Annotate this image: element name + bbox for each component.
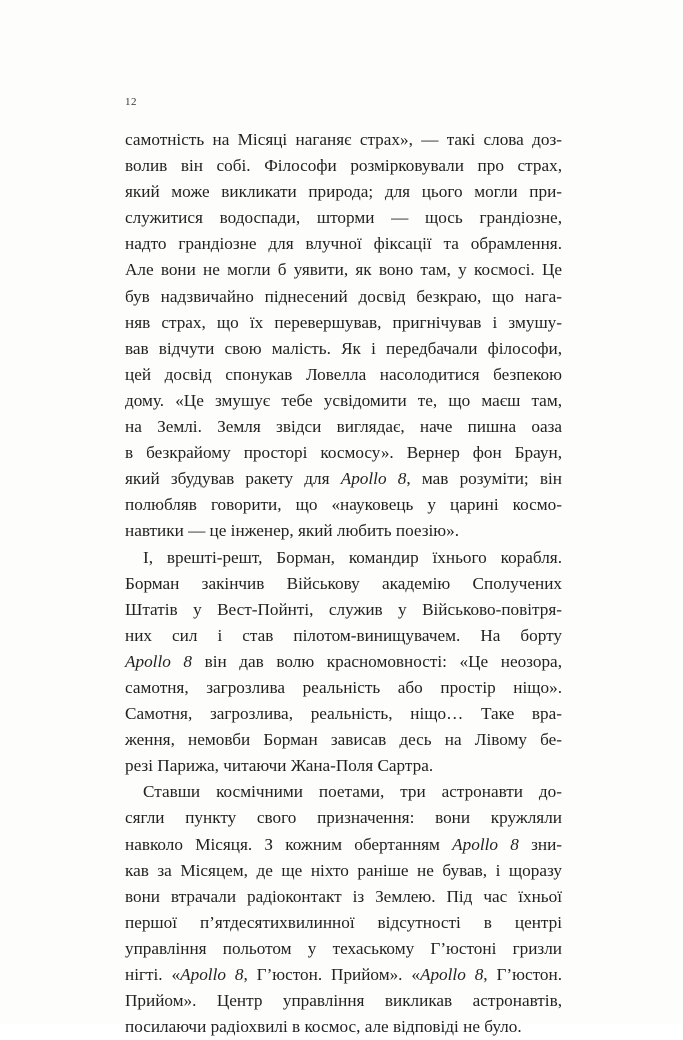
text-line bbox=[125, 336, 562, 362]
text-line bbox=[125, 988, 562, 1014]
text-run: який збудував ракету для bbox=[125, 469, 341, 489]
text-line bbox=[125, 231, 562, 257]
text-line bbox=[125, 936, 562, 962]
text-run: вони втрачали радіоконтакт із Землею. Під час їхньої bbox=[125, 886, 562, 906]
text-run: Штатів у Вест-Пойнті, служив у Військово-повітря- bbox=[125, 599, 562, 619]
text-line bbox=[125, 466, 562, 492]
text-line bbox=[125, 492, 562, 518]
italic-title: Apollo 8 bbox=[340, 469, 407, 489]
text-run: Борман закінчив Військову академію Сполучених bbox=[125, 573, 562, 593]
text-run: вав відчути свою малість. Як і передбачали філософи, bbox=[125, 338, 562, 358]
text-run: першої п’ятдесятихвилинної відсутності в центрі bbox=[125, 912, 562, 932]
text-run: зни- bbox=[518, 834, 562, 854]
italic-title: Apollo 8 bbox=[452, 834, 519, 854]
text-line bbox=[125, 753, 562, 779]
text-run: сягли пункту свого призначення: вони кружляли bbox=[125, 808, 562, 828]
text-run: волив він собі. Філософи розмірковували про страх, bbox=[125, 156, 562, 176]
text-run: дому. «Це змушує тебе усвідомити те, що маєш там, bbox=[125, 390, 562, 410]
text-run: управління польотом у техаському Г’юстоні гризли bbox=[125, 938, 562, 958]
text-run: нігті. « bbox=[125, 965, 181, 984]
text-line bbox=[125, 1014, 562, 1040]
text-line bbox=[125, 388, 562, 414]
text-line bbox=[125, 127, 562, 153]
text-run: на Землі. Земля звідси виглядає, наче пишна оаза bbox=[125, 417, 562, 437]
text-run: надто грандіозне для влучної фіксації та обрамлення. bbox=[125, 234, 562, 254]
text-run: ження, немовби Борман зависав десь на Лівому бе- bbox=[125, 730, 562, 750]
page-number: 12 bbox=[125, 96, 137, 108]
text-run: в безкрайому просторі космосу». Вернер фон Браун, bbox=[125, 443, 562, 463]
text-run: служитися водоспади, шторми — щось грандіозне, bbox=[125, 208, 562, 228]
text-line bbox=[125, 779, 562, 805]
text-line bbox=[125, 205, 562, 231]
text-run: він дав волю красномовності: «Це неозора, bbox=[192, 651, 562, 671]
italic-title: Apollo 8 bbox=[419, 965, 484, 984]
text-line bbox=[125, 179, 562, 205]
text-line bbox=[125, 545, 562, 571]
text-run: який може викликати природа; для цього могли при- bbox=[125, 182, 562, 202]
text-line bbox=[125, 832, 562, 858]
text-line bbox=[125, 649, 562, 675]
text-line bbox=[125, 597, 562, 623]
text-line bbox=[125, 284, 562, 310]
text-line bbox=[125, 675, 562, 701]
text-run: цей досвід спонукав Ловелла насолодитися безпекою bbox=[125, 364, 562, 384]
text-run: Ставши космічними поетами, три астронавти до- bbox=[143, 782, 562, 802]
text-run: посилаючи радіохвилі в космос, але відповіді не було. bbox=[125, 1017, 522, 1037]
text-run: них сил і став пілотом-винищувачем. На борту bbox=[125, 625, 562, 645]
italic-title: Apollo 8 bbox=[180, 965, 244, 984]
text-line bbox=[125, 727, 562, 753]
text-run: Самотня, загрозлива, реальність, ніщо… Таке вра- bbox=[125, 704, 562, 724]
text-run: няв страх, що їх перевершував, пригнічував і змушу- bbox=[125, 312, 562, 332]
text-run: , мав розуміти; він bbox=[406, 469, 562, 489]
text-line bbox=[125, 805, 562, 831]
body-text bbox=[125, 127, 562, 1040]
text-run: І, врешті-решт, Борман, командир їхнього корабля. bbox=[143, 547, 562, 567]
text-run: кав за Місяцем, де ще ніхто раніше не бував, і щоразу bbox=[125, 860, 562, 880]
text-line bbox=[125, 623, 562, 649]
text-line bbox=[125, 571, 562, 597]
text-run: Але вони не могли б уявити, як воно там, у космосі. Це bbox=[125, 260, 562, 280]
text-line bbox=[125, 362, 562, 388]
text-run: самотність на Місяці наганяє страх», — такі слова доз- bbox=[125, 130, 562, 149]
text-run: навтики — це інженер, який любить поезію». bbox=[125, 521, 460, 541]
text-line bbox=[125, 153, 562, 179]
text-line bbox=[125, 440, 562, 466]
text-run: , Г’юстон. Прийом». « bbox=[243, 965, 420, 984]
text-line bbox=[125, 858, 562, 884]
text-line bbox=[125, 310, 562, 336]
text-line bbox=[125, 257, 562, 283]
text-line bbox=[125, 701, 562, 727]
text-line bbox=[125, 414, 562, 440]
text-run: резі Парижа, читаючи Жана-Поля Сартра. bbox=[125, 756, 434, 776]
text-run: навколо Місяця. З кожним обертанням bbox=[125, 834, 453, 854]
text-line bbox=[125, 962, 562, 988]
text-run: Прийом». Центр управління викликав астронавтів, bbox=[125, 991, 562, 1011]
text-line bbox=[125, 910, 562, 936]
text-run: був надзвичайно піднесений досвід безкраю, що нага- bbox=[125, 286, 562, 306]
text-line bbox=[125, 518, 562, 544]
text-run: самотня, загрозлива реальність або простір ніщо». bbox=[125, 677, 562, 697]
italic-title: Apollo 8 bbox=[125, 651, 193, 671]
text-run: полюбляв говорити, що «науковець у царині космо- bbox=[125, 495, 562, 515]
text-run: , Г’юстон. bbox=[483, 965, 562, 984]
text-line bbox=[125, 884, 562, 910]
